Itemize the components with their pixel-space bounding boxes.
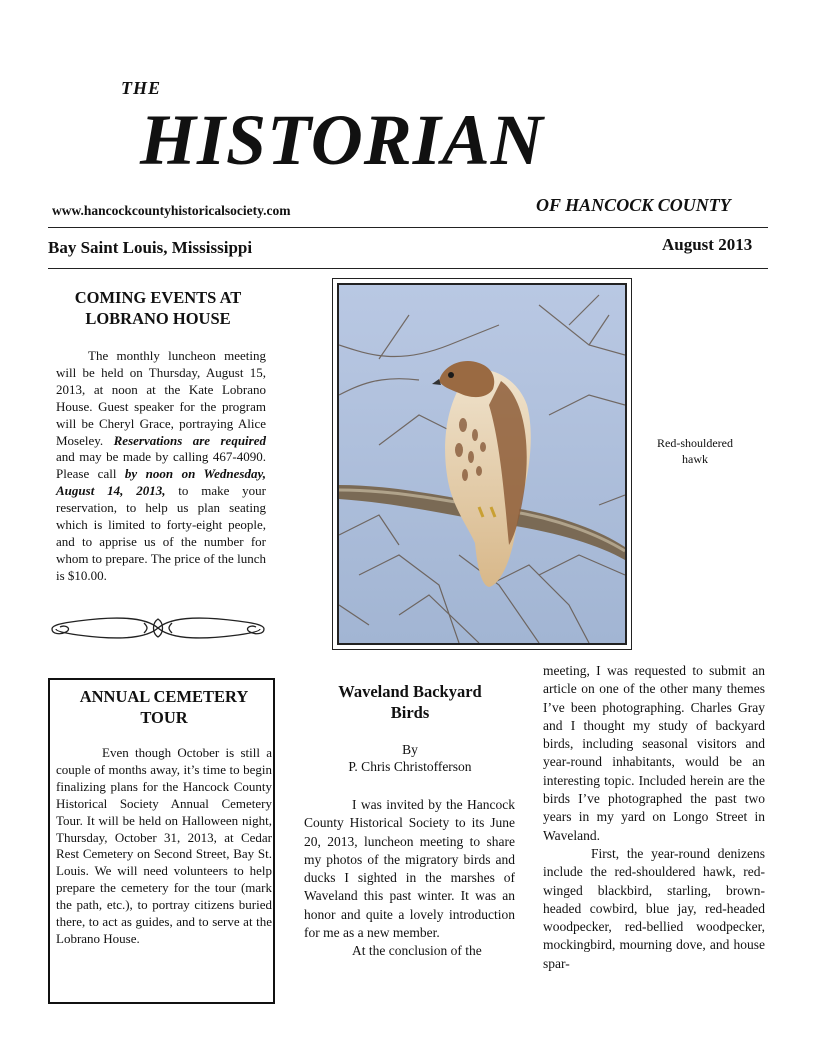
- cemetery-heading-line1: ANNUAL CEMETERY: [79, 687, 249, 706]
- article-paragraph-1: I was invited by the Hancock County Historical Society to its June 20, 2013, luncheon meeting to share my photos of the migratory birds and ducks I sighted in the marshes of Waveland this past winter. It was an honor and quite a lovely introduction for me as a new member.: [304, 797, 515, 941]
- masthead-the: THE: [121, 78, 162, 98]
- issue-date: August 2013: [662, 235, 753, 254]
- cemetery-body: [56, 745, 272, 948]
- byline-author: P. Chris Christofferson: [348, 759, 472, 774]
- byline-by: By: [402, 742, 418, 757]
- article-body-col3: [543, 662, 765, 973]
- masthead-rule-bottom: [48, 268, 768, 269]
- cemetery-heading: [60, 686, 268, 728]
- scroll-ornament-icon: [48, 613, 268, 643]
- article-body-col2: [304, 796, 515, 961]
- events-heading-line1: COMING EVENTS AT: [74, 288, 242, 307]
- photo-caption: [645, 436, 745, 467]
- location: Bay Saint Louis, Mississippi: [48, 238, 253, 257]
- hawk-photo: [337, 283, 627, 645]
- events-heading-line2: LOBRANO HOUSE: [85, 309, 231, 328]
- events-deadline: by noon on Wednesday, August 14, 2013,: [56, 466, 266, 499]
- events-body: [56, 348, 266, 585]
- events-heading: [48, 287, 268, 329]
- events-text-3: to make your reservation, to help us plan seating which is limited to forty-eight people, and to apprise us of the number for whom to prepare. The price of the lunch is $10.00.: [56, 483, 267, 583]
- article-heading: [304, 681, 516, 723]
- events-reservations-required: Reservations are required: [113, 432, 266, 448]
- hawk-photo-frame: [332, 278, 632, 650]
- masthead-county: OF HANCOCK COUNTY: [536, 195, 731, 215]
- website-url: www.hancockcountyhistoricalsociety.com: [52, 203, 291, 218]
- caption-line1: Red-shouldered: [657, 436, 733, 450]
- events-paragraph: [56, 348, 266, 585]
- article-paragraph-3: First, the year-round denizens include the red-shouldered hawk, red-winged blackbird, starling, brown-headed cowbird, blue jay, red-headed woodpecker, red-bellied woodpecker, mockingbird, mourning dove, and house spar-: [543, 845, 765, 971]
- masthead-title: HISTORIAN: [140, 100, 544, 180]
- article-paragraph-2-start: At the conclusion of the: [352, 943, 482, 959]
- cemetery-heading-line2: TOUR: [140, 708, 188, 727]
- article-heading-line2: Birds: [390, 703, 430, 722]
- events-text-1: The monthly luncheon meeting will be held on Thursday, August 15, 2013, at noon at the Kate Lobrano House. Guest speaker for the program will be Cheryl Grace, portraying Alice Moseley.: [56, 348, 266, 448]
- article-paragraph-2-cont: meeting, I was requested to submit an article on one of the other many themes I’ve been photographing. Charles Gray and I thought my study of backyard birds, including seasonal visitors and year-round inhabitants, would be an interesting topic. Included herein are the birds I’ve photographed the past two years in my yard on Longo Street in Waveland.: [543, 663, 765, 843]
- events-text-2: and may be made by calling 467-4090. Please call: [56, 449, 266, 482]
- caption-line2: hawk: [682, 451, 708, 466]
- hawk-image-icon: [339, 285, 625, 643]
- cemetery-paragraph: Even though October is still a couple of months away, it’s time to begin finalizing plans for the Hancock County Historical Society Annual Cemetery Tour. It will be held on Halloween night, Thursday, October 31, 2013, at Cedar Rest Cemetery on Second Street, Bay St. Louis. We will need volunteers to help prepare the cemetery for the tour (mark the path, etc.), to portray citizens buried there, to act as guides, and to serve at the Lobrano House.: [56, 745, 272, 946]
- article-heading-line1: Waveland Backyard: [338, 682, 482, 701]
- masthead-rule-top: [48, 227, 768, 228]
